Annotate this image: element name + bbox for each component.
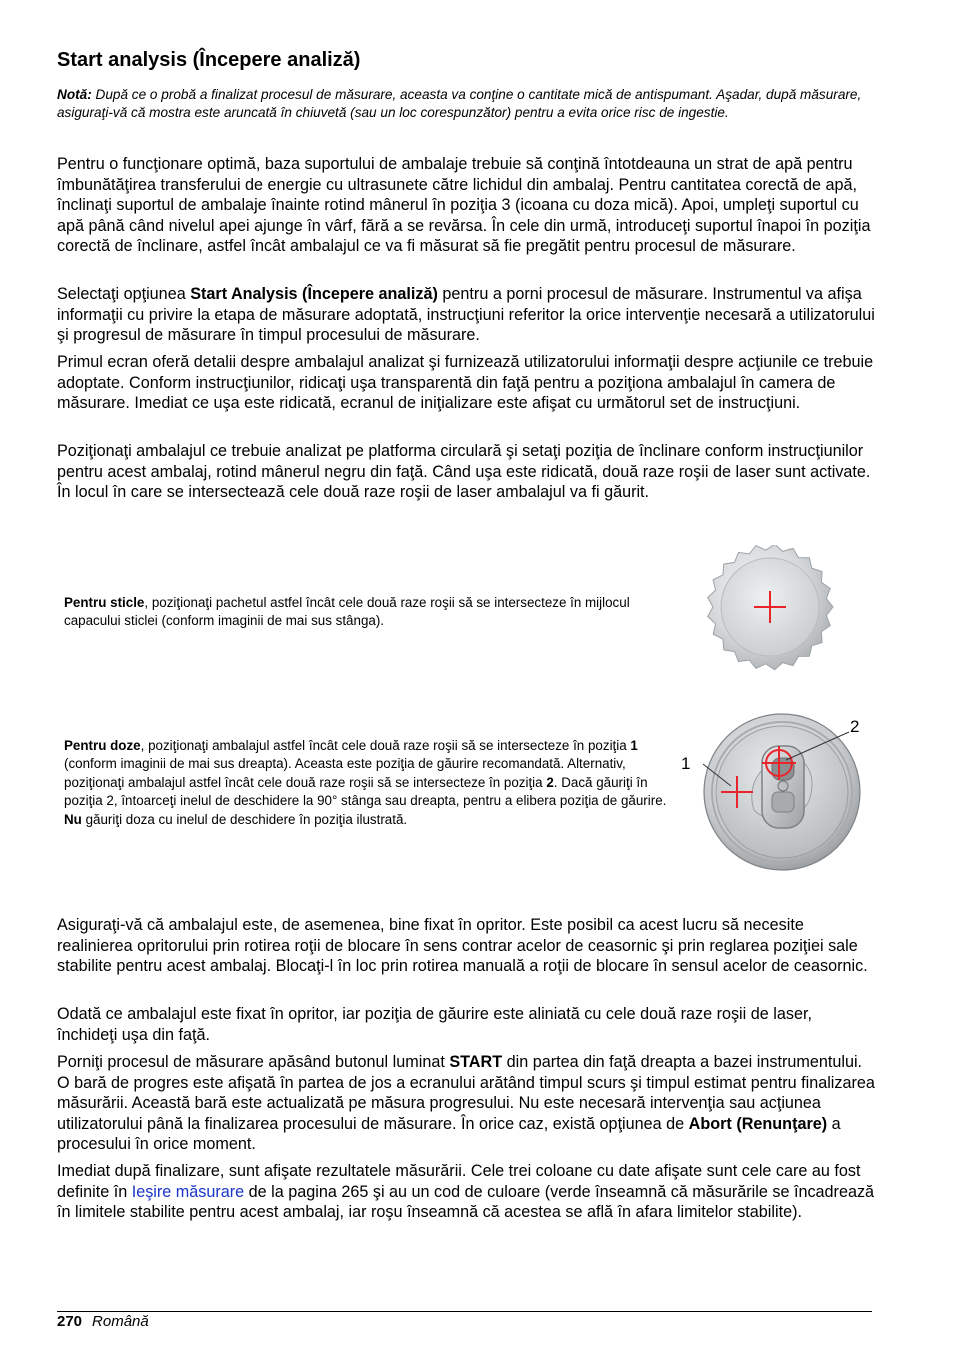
- text-run: Porniţi procesul de măsurare apăsând butonul luminat: [57, 1053, 450, 1071]
- paragraph-start-measurement: [57, 1052, 875, 1155]
- paragraph-position-package: Poziţionaţi ambalajul ce trebuie analizat pe platforma circulară şi setaţi poziţia de înclinare conform instrucţiunilor pentru acest ambalaj, rotind mânerul negru din faţă. Când uşa este ridicată, două raze roşii de laser sunt activate. În locul în care se intersectează cele două raze roşii de laser ambalajul va fi găurit.: [57, 442, 871, 501]
- abort-option: Abort (Renunţare): [688, 1114, 828, 1133]
- caption-bottles-label: Pentru sticle: [64, 595, 145, 610]
- note-text: După ce o probă a finalizat procesul de măsurare, aceasta va conţine o cantitate mică de antispumant. Aşadar, după măsurare, asiguraţi-vă că mostra este aruncată în chiuvetă (sau un loc corespunzător) pentru a evita orice risc de ingestie.: [57, 87, 862, 120]
- warning-nu: Nu: [64, 811, 82, 827]
- text-run: din partea din faţă dreapta a bazei instrumentului. O bară de progres este afişată în partea de jos a ecranului arătând timpul scurs şi timpul estimat pentru finalizarea măsurării. Această bară este actualizată pe măsura progresului. Nu este necesară intervenţia sau acţiunea utilizatorului până la finalizarea procesului de măsurare. În orice caz, există opţiunea de: [57, 1053, 875, 1133]
- text-run: găuriţi doza cu inelul de deschidere în poziţia ilustrată.: [81, 811, 408, 827]
- start-analysis-option: Start Analysis (Începere analiză): [190, 285, 438, 303]
- page-number: 270: [57, 1313, 83, 1330]
- text-run: (conform imaginii de mai sus dreapta). Aceasta este poziţia de găurire recomandată. Alternativ, poziţionaţi ambalajul astfel încât cele două raze roşii să se intersecteze în poziţia: [64, 756, 626, 790]
- text-run: , poziţionaţi ambalajul astfel încât cele două raze roşii să se intersecteze în poziţia: [140, 738, 631, 753]
- text-run: Selectaţi opţiunea: [57, 285, 191, 303]
- text-run: de la pagina 265 şi au un cod de culoare (verde înseamnă că măsurările se încadrează în limitele stabilite pentru acest ambalaj, iar roşu înseamnă că acestea se află în afara limitelor stabilite).: [57, 1182, 875, 1221]
- text-run: pentru a porni procesul de măsurare. Instrumentul va afişa informaţii cu privire la etapa de măsurare adoptată, instrucţiuni referitor la orice intervenţie necesară a utilizatorului şi progresul de măsurare în timpul procesului de măsurare.: [57, 285, 875, 344]
- bottle-cap-figure: [700, 545, 840, 680]
- position-1-label: 1: [630, 738, 638, 753]
- page-title: Start analysis (Începere analiză): [57, 49, 361, 71]
- text-run: . Dacă găuriţi în poziţia 2, întoarceţi inelul de deschidere la 90° stânga sau dreapta, pentru a elibera poziţia de găurire.: [64, 774, 667, 809]
- footer-language: Română: [92, 1313, 149, 1330]
- label-position-2: 2: [850, 717, 860, 736]
- footer: [57, 1312, 149, 1332]
- start-button-label: START: [449, 1053, 503, 1071]
- paragraph-first-screen: Primul ecran oferă detalii despre ambalajul analizat şi furnizează utilizatorului informaţii despre acţiunile ce trebuie adoptate. Conform instrucţiunilor, ridicaţi uşa transparentă din faţă pentru a poziţiona ambalajul în camera de măsurare. Imediat ce uşa este ridicată, ecranul de iniţializare este afişat cu următorul set de instrucţiuni.: [57, 353, 874, 412]
- can-top-figure: [676, 706, 872, 876]
- text-run: a procesului în orice moment.: [57, 1114, 841, 1153]
- paragraph-results: [57, 1161, 875, 1223]
- paragraph-start-analysis: [57, 284, 875, 346]
- link-measurement-output[interactable]: Ieşire măsurare: [131, 1182, 245, 1201]
- label-position-1: 1: [681, 754, 691, 773]
- position-2-label: 2: [546, 774, 554, 790]
- text-run: , poziţionaţi pachetul astfel încât cele două raze roşii să se intersecteze în mijlocul capacului sticlei (conform imaginii de mai sus stânga).: [64, 595, 630, 629]
- caption-cans: [64, 737, 669, 829]
- paragraph-water-layer: Pentru o funcţionare optimă, baza suportului de ambalaje trebuie să conţină întotdeauna un strat de apă pentru îmbunătăţirea transferului de energie cu ultrasunete către lichidul din ambalaj. Pentru cantitatea corectă de apă, înclinaţi suportul de ambalaje înainte rotind mânerul în poziţia 3 (icoana cu doza mică). Apoi, umpleţi suportul cu apă până când nivelul apei ajunge în vârf, fără a se revărsa. În cele din urmă, introduceţi suportul înapoi în poziţia corectă de înclinare, astfel încât ambalajul ce va fi măsurat să fie pregătit pentru procesul de măsurare.: [57, 155, 871, 255]
- note-label: Notă:: [57, 87, 92, 102]
- paragraph-stopper: Asiguraţi-vă că ambalajul este, de asemenea, bine fixat în opritor. Este posibil ca acest lucru să necesite realinierea opritorului prin rotirea roţii de blocare în sens contrar acelor de ceasornic şi prin reglarea poziţiei sale stabilite pentru acest ambalaj. Blocaţi-l în loc prin rotirea manuală a roţii de blocare în sensul acelor de ceasornic.: [57, 916, 868, 975]
- note: [57, 86, 877, 121]
- caption-cans-label: Pentru doze: [64, 738, 141, 753]
- footer-divider: [57, 1311, 872, 1312]
- text-run: Imediat după finalizare, sunt afişate rezultatele măsurării. Cele trei coloane cu date afişate sunt cele care au fost definite în: [57, 1162, 861, 1201]
- caption-bottles: [64, 594, 669, 631]
- paragraph-close-door: Odată ce ambalajul este fixat în opritor, iar poziţia de găurire este aliniată cu cele două raze roşii de laser, închideţi uşa din faţă.: [57, 1005, 812, 1044]
